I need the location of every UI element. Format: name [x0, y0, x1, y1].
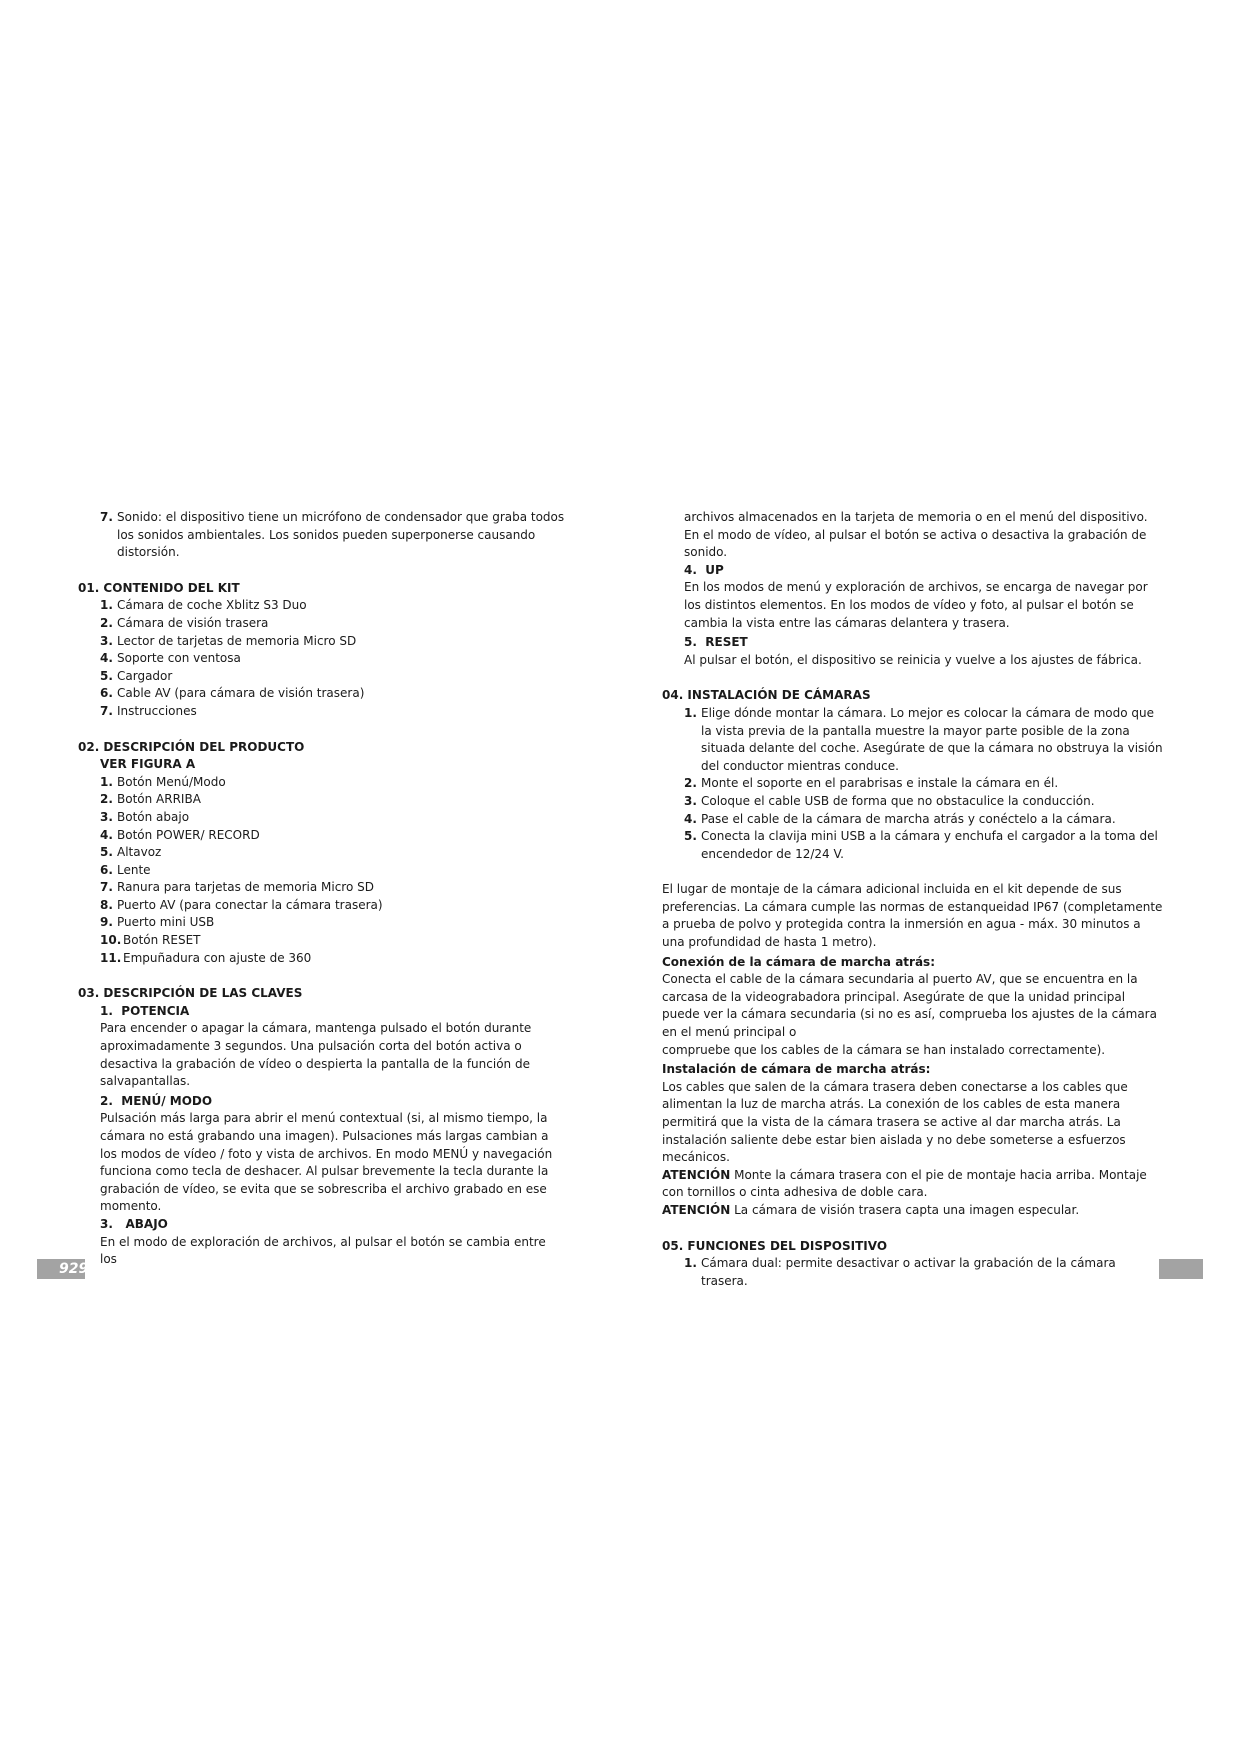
list-item: [78, 650, 566, 668]
list-item: [78, 774, 566, 792]
connection-paragraph-2: compruebe que los cables de la cámara se han instalado correctamente).: [662, 1042, 1106, 1057]
item-text: Botón POWER/ RECORD: [117, 827, 260, 842]
page-marker-bar: [1159, 1259, 1203, 1279]
item-text: Cámara de visión trasera: [117, 615, 269, 630]
figure-reference: VER FIGURA A: [100, 757, 196, 772]
item-number: 5.: [684, 829, 697, 844]
subheading-instalacion: Instalación de cámara de marcha atrás:: [662, 1062, 931, 1077]
list-item: [662, 828, 1166, 863]
item-text: Cámara de coche Xblitz S3 Duo: [117, 598, 307, 613]
item-text: Pase el cable de la cámara de marcha atrás y conéctelo a la cámara.: [701, 811, 1116, 826]
item-number: 3.: [100, 809, 113, 824]
list-item: [662, 775, 1166, 793]
key-number: 4.: [684, 562, 697, 577]
key-heading-abajo: [100, 1216, 566, 1234]
key-title: RESET: [705, 635, 748, 650]
item-number: 7.: [100, 880, 113, 895]
item-text: Coloque el cable USB de forma que no obstaculice la conducción.: [701, 793, 1095, 808]
list-item: [78, 950, 566, 968]
key-number: 5.: [684, 635, 697, 650]
key-description: Al pulsar el botón, el dispositivo se reinicia y vuelve a los ajustes de fábrica.: [684, 652, 1142, 667]
item-number: 5.: [100, 668, 113, 683]
item-text: Cable AV (para cámara de visión trasera): [117, 686, 365, 701]
list-item: [78, 914, 566, 932]
attention-note-1: [662, 1167, 1166, 1202]
item-number: 6.: [100, 862, 113, 877]
item-text: Botón abajo: [117, 809, 190, 824]
section-title-instalacion: 04. INSTALACIÓN DE CÁMARAS: [662, 688, 871, 703]
list-item: [78, 633, 566, 651]
item-text: Soporte con ventosa: [117, 651, 241, 666]
item-number: 2.: [100, 615, 113, 630]
attention-text: La cámara de visión trasera capta una imagen especular.: [730, 1202, 1080, 1217]
kit-contents-list: [78, 597, 566, 720]
list-item: [662, 811, 1166, 829]
list-item: [78, 879, 566, 897]
list-item: [662, 1255, 1166, 1290]
item-number: 7.: [100, 703, 113, 718]
item-number: 6.: [100, 686, 113, 701]
item-number: 8.: [100, 897, 113, 912]
list-item: [78, 809, 566, 827]
item-number: 4.: [684, 811, 697, 826]
key-heading-up: [684, 562, 1166, 580]
item-number: 3.: [684, 793, 697, 808]
item-text: Lente: [117, 862, 151, 877]
item-number: 4.: [100, 827, 113, 842]
item-text: Ranura para tarjetas de memoria Micro SD: [117, 880, 374, 895]
left-column: [78, 509, 566, 1269]
item-text: Altavoz: [117, 845, 162, 860]
list-item: [78, 509, 566, 562]
attention-label: ATENCIÓN: [662, 1167, 731, 1182]
item-text: Instrucciones: [117, 703, 197, 718]
list-item: [78, 844, 566, 862]
list-item: [662, 793, 1166, 811]
list-item: [78, 615, 566, 633]
section-title-descripcion: 02. DESCRIPCIÓN DEL PRODUCTO: [78, 739, 305, 754]
key-number: 1.: [100, 1003, 113, 1018]
key-description: Pulsación más larga para abrir el menú contextual (si, al mismo tiempo, la cámara no está grabando una imagen). Pulsaciones más largas cambian a los modos de vídeo / foto y vista de archivos. En modo MENÚ y navegación funciona como tecla de deshacer. Al pulsar brevemente la tecla durante la grabación de vídeo, se evita que se sobrescriba el archivo grabado en ese momento.: [100, 1111, 553, 1214]
key-number: 2.: [100, 1093, 113, 1108]
item-number: 1.: [684, 1256, 697, 1271]
list-item: [78, 791, 566, 809]
list-item: [78, 932, 566, 950]
item-text: Empuñadura con ajuste de 360: [123, 950, 312, 965]
key-number: 3.: [100, 1216, 113, 1231]
item-text: Sonido: el dispositivo tiene un micrófono de condensador que graba todos los sonidos ambientales. Los sonidos pueden superponerse causando distorsión.: [117, 510, 565, 560]
item-text: Conecta la clavija mini USB a la cámara y enchufa el cargador a la toma del encendedor de 12/24 V.: [701, 829, 1158, 861]
item-number: 10.: [100, 933, 122, 948]
attention-text: Monte la cámara trasera con el pie de montaje hacia arriba. Montaje con tornillos o cinta adhesiva de doble cara.: [662, 1167, 1147, 1200]
item-text: Lector de tarjetas de memoria Micro SD: [117, 633, 357, 648]
key-description: En los modos de menú y exploración de archivos, se encarga de navegar por los distintos elementos. En los modos de vídeo y foto, al pulsar el botón se cambia la vista entre las cámaras delantera y trasera.: [684, 580, 1148, 630]
page-number: 929: [37, 1259, 85, 1279]
product-parts-list: [78, 774, 566, 968]
item-number: 1.: [100, 774, 113, 789]
key-description: Para encender o apagar la cámara, mantenga pulsado el botón durante aproximadamente 3 segundos. Una pulsación corta del botón activa o desactiva la grabación de vídeo o despierta la pantalla de la función de salvapantallas.: [100, 1021, 532, 1089]
key-description-continued: archivos almacenados en la tarjeta de memoria o en el menú del dispositivo. En el modo de vídeo, al pulsar el botón se activa o desactiva la grabación de sonido.: [684, 510, 1148, 560]
key-title: UP: [705, 562, 724, 577]
key-heading-potencia: [100, 1003, 566, 1021]
item-text: Puerto AV (para conectar la cámara trasera): [117, 897, 383, 912]
item-text: Cámara dual: permite desactivar o activar la grabación de la cámara trasera.: [701, 1256, 1116, 1288]
item-number: 1.: [684, 705, 697, 720]
section-title-contenido: 01. CONTENIDO DEL KIT: [78, 580, 240, 595]
key-title: MENÚ/ MODO: [121, 1093, 213, 1108]
section-title-funciones: 05. FUNCIONES DEL DISPOSITIVO: [662, 1238, 888, 1253]
item-text: Botón Menú/Modo: [117, 774, 226, 789]
item-number: 5.: [100, 845, 113, 860]
item-number: 3.: [100, 633, 113, 648]
item-number: 2.: [684, 776, 697, 791]
item-text: Monte el soporte en el parabrisas e instale la cámara en él.: [701, 776, 1059, 791]
subheading-conexion: Conexión de la cámara de marcha atrás:: [662, 954, 935, 969]
list-item: [78, 827, 566, 845]
key-title: POTENCIA: [121, 1003, 190, 1018]
item-text: Puerto mini USB: [117, 915, 215, 930]
installation-paragraph: Los cables que salen de la cámara trasera deben conectarse a los cables que alimentan la luz de marcha atrás. La conexión de los cables de esta manera permitirá que la vista de la cámara trasera se active al dar marcha atrás. La instalación saliente debe estar bien aislada y no debe someterse a esfuerzos mecánicos.: [662, 1079, 1128, 1165]
list-item: [78, 685, 566, 703]
item-number: 2.: [100, 792, 113, 807]
list-item: [78, 597, 566, 615]
installation-steps-list: [662, 705, 1166, 863]
item-number: 1.: [100, 598, 113, 613]
item-text: Cargador: [117, 668, 173, 683]
list-item: [662, 705, 1166, 775]
item-number: 11.: [100, 950, 122, 965]
right-column: [662, 509, 1166, 1290]
mounting-paragraph: El lugar de montaje de la cámara adicional incluida en el kit depende de sus preferencias. La cámara cumple las normas de estanqueidad IP67 (completamente a prueba de polvo y protegida contra la inmersión en agua - máx. 30 minutos a una profundidad de hasta 1 metro).: [662, 882, 1163, 950]
key-description: En el modo de exploración de archivos, al pulsar el botón se cambia entre los: [100, 1234, 546, 1267]
key-heading-menu: [100, 1093, 566, 1111]
item-number: 7.: [100, 510, 113, 524]
item-text: Botón RESET: [123, 933, 201, 948]
item-text: Elige dónde montar la cámara. Lo mejor es colocar la cámara de modo que la vista previa de la pantalla muestre la mayor parte posible de la zona situada delante del coche. Asegúrate de que la cámara no obstruya la visión del conductor mientras conduce.: [701, 705, 1163, 773]
connection-paragraph: Conecta el cable de la cámara secundaria al puerto AV, que se encuentra en la carcasa de la videograbadora principal. Asegúrate de que la unidad principal puede ver la cámara secundaria (si no es así, comprueba los ajustes de la cámara en el menú principal o: [662, 972, 1157, 1040]
list-item: [78, 668, 566, 686]
list-item: [78, 897, 566, 915]
item-text: Botón ARRIBA: [117, 792, 201, 807]
attention-label: ATENCIÓN: [662, 1202, 731, 1217]
item-number: 9.: [100, 915, 113, 930]
list-item: [78, 862, 566, 880]
key-title: ABAJO: [125, 1216, 168, 1231]
list-item: [78, 703, 566, 721]
attention-note-2: [662, 1202, 1166, 1220]
item-number: 4.: [100, 651, 113, 666]
key-heading-reset: [684, 634, 1166, 652]
section-title-claves: 03. DESCRIPCIÓN DE LAS CLAVES: [78, 986, 303, 1001]
